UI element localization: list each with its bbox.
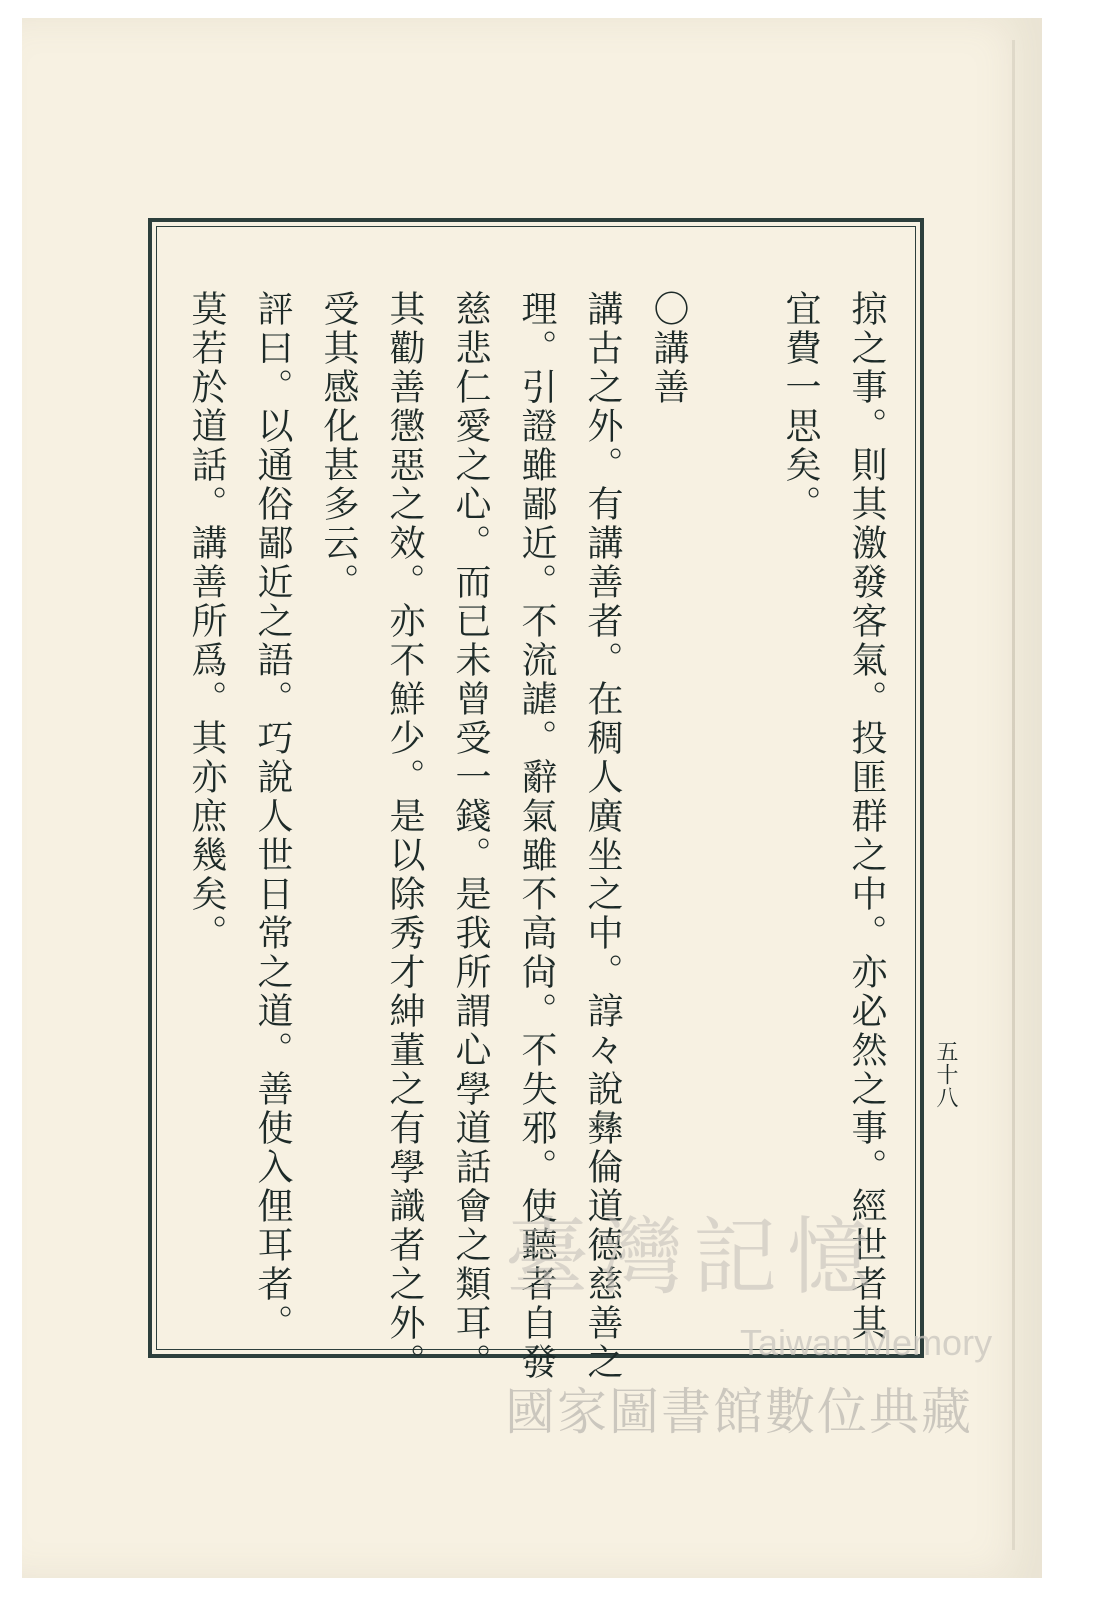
watermark-library: 國家圖書館數位典藏 [505,1384,973,1440]
text-column-9: 受其感化甚多云。 [318,290,359,602]
text-column-5: 講古之外。有講善者。在稠人廣坐之中。諄々說彝倫道德慈善之 [582,290,623,1382]
text-column-7: 慈悲仁愛之心。而已未曾受一錢。是我所謂心學道話會之類耳。 [450,290,491,1382]
text-column-10: 評曰。以通俗鄙近之語。巧說人世日常之道。善使入俚耳者。 [252,290,293,1343]
page-fold-shadow [1012,40,1015,1550]
text-column-2: 宜費一思矣。 [780,290,821,524]
text-column-6: 理。引證雖鄙近。不流謔。辭氣雖不高尙。不失邪。使聽者自發 [516,290,557,1382]
watermark-english: Taiwan Memory [740,1322,993,1363]
section-heading: 〇講善 [648,290,689,407]
page-number: 五十八 [933,1040,958,1109]
text-column-1: 掠之事。則其激發客氣。投匪群之中。亦必然之事。經世者其 [846,290,887,1343]
watermark-logo: 臺灣記憶 [505,1208,882,1306]
text-column-11: 莫若於道話。講善所爲。其亦庶幾矣。 [186,290,227,953]
text-column-8: 其勸善懲惡之效。亦不鮮少。是以除秀才紳董之有學識者之外。 [384,290,425,1382]
